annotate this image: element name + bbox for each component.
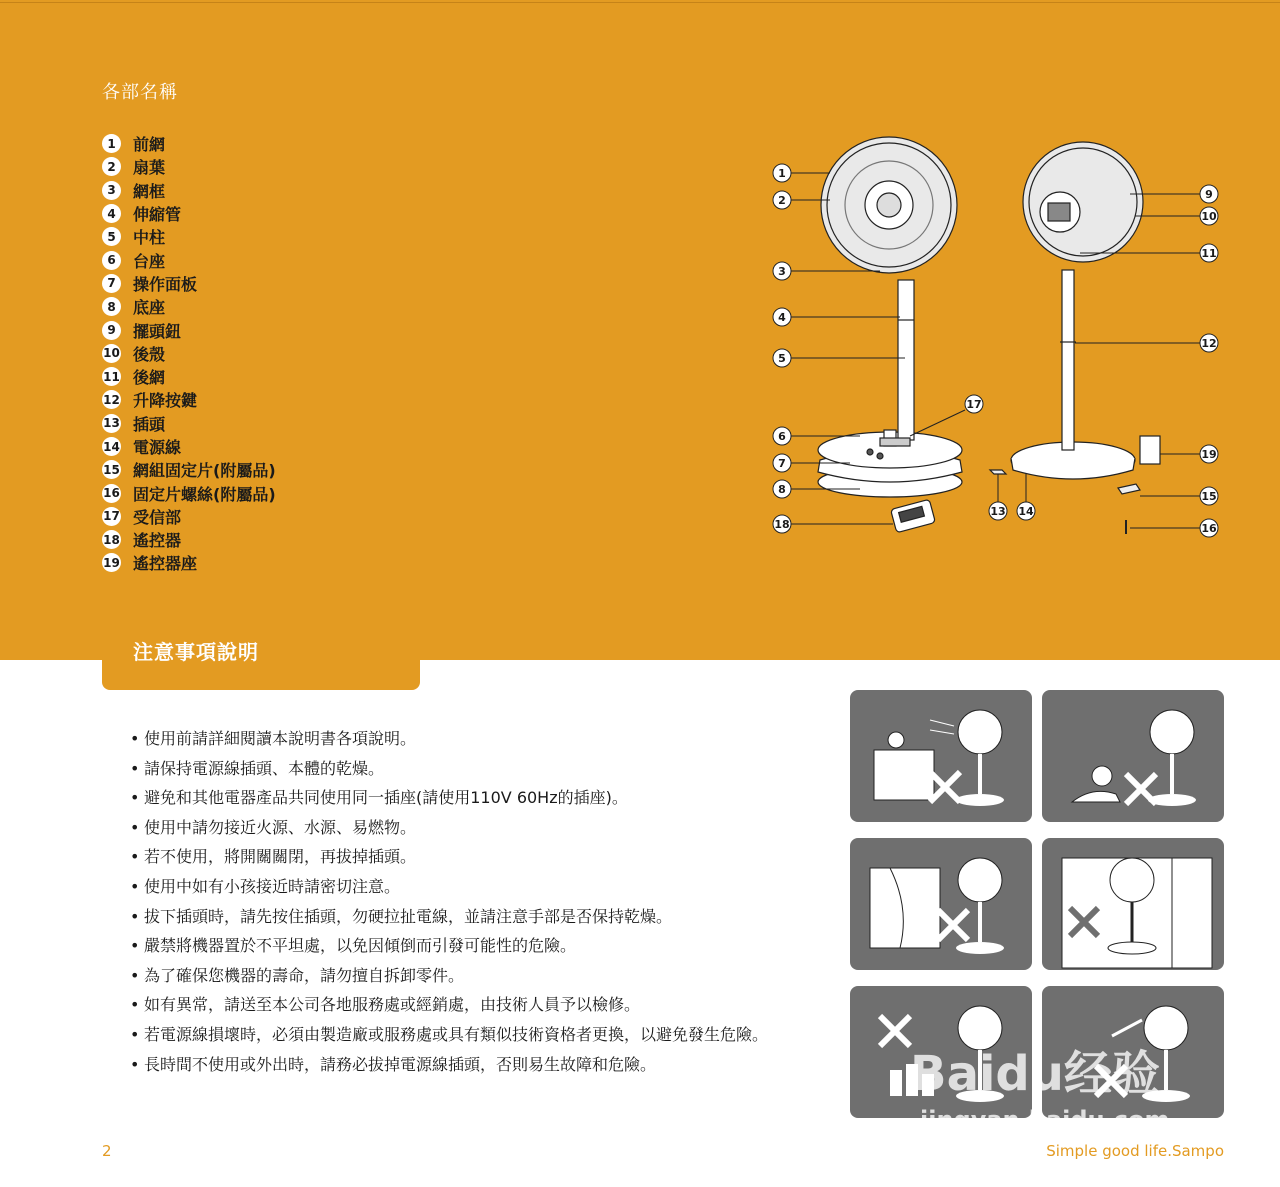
part-label: 插頭 [133,414,166,434]
callout-number: 17 [966,398,982,411]
warning-panel-wall [1042,838,1224,970]
part-number-badge: 14 [102,437,121,456]
part-item [102,179,276,202]
part-number-badge: 16 [102,484,121,503]
warning-illustrations [850,690,1226,1120]
callout-number: 16 [1201,522,1217,535]
callout-number: 13 [990,505,1006,518]
part-number-badge: 4 [102,204,121,223]
watermark-url: jingyan.baidu.com [920,1106,1170,1134]
warning-panel-heater [850,690,1032,822]
cross-mark-icon [938,910,968,940]
precaution-item: • 使用中如有小孩接近時請密切注意。 [130,872,820,902]
part-number-badge: 15 [102,460,121,479]
part-number-badge: 5 [102,227,121,246]
part-item [102,132,276,155]
part-label: 網組固定片(附屬品) [133,461,276,481]
precautions-list [130,724,820,1079]
part-label: 升降按鍵 [133,391,198,411]
part-item [102,342,276,365]
part-item [102,505,276,528]
precaution-item: • 若不使用，將開關關閉，再拔掉插頭。 [130,842,820,872]
warning-panel-disassembly [1042,986,1224,1118]
part-item [102,458,276,481]
warning-panel-child [1042,690,1224,822]
callout-number: 7 [778,457,786,470]
precaution-item: • 請保持電源線插頭、本體的乾燥。 [130,754,820,784]
part-label: 操作面板 [133,274,198,294]
part-item [102,388,276,411]
part-number-badge: 12 [102,390,121,409]
precautions-title: 注意事項說明 [133,640,259,664]
part-label: 擺頭鈕 [133,321,182,341]
part-item [102,248,276,271]
precaution-item: • 拔下插頭時，請先按住插頭，勿硬拉扯電線，並請注意手部是否保持乾燥。 [130,902,820,932]
page-number: 2 [102,1142,112,1160]
parts-list [102,132,276,575]
cross-mark-icon [1126,774,1156,804]
part-number-badge: 11 [102,367,121,386]
precaution-item: • 避免和其他電器產品共同使用同一插座(請使用110V 60Hz的插座)。 [130,783,820,813]
callout-number: 1 [778,167,786,180]
precaution-item: • 使用前請詳細閱讀本說明書各項說明。 [130,724,820,754]
part-number-badge: 3 [102,181,121,200]
part-item [102,318,276,341]
part-label: 前網 [133,135,166,155]
callout-number: 19 [1201,448,1217,461]
precaution-item: • 使用中請勿接近火源、水源、易燃物。 [130,813,820,843]
section-title: 各部名稱 [102,82,178,103]
callout-number: 2 [778,194,786,207]
part-item [102,481,276,504]
callout-number: 11 [1201,247,1217,260]
part-number-badge: 7 [102,274,121,293]
part-item [102,551,276,574]
part-number-badge: 18 [102,530,121,549]
part-label: 台座 [133,251,166,271]
part-item [102,272,276,295]
part-item [102,225,276,248]
precaution-item: • 嚴禁將機器置於不平坦處，以免因傾倒而引發可能性的危險。 [130,931,820,961]
part-number-badge: 19 [102,553,121,572]
part-number-badge: 1 [102,134,121,153]
fan-back-illustration [990,142,1160,534]
callout-number: 8 [778,483,786,496]
part-number-badge: 9 [102,321,121,340]
part-item [102,435,276,458]
part-number-badge: 2 [102,157,121,176]
part-label: 底座 [133,298,166,318]
part-label: 網框 [133,181,166,201]
part-label: 扇葉 [133,158,166,178]
part-number-badge: 8 [102,297,121,316]
top-rule [0,2,1280,3]
callout-number: 10 [1201,210,1217,223]
callout-number: 6 [778,430,786,443]
callout-number: 5 [778,352,786,365]
part-number-badge: 13 [102,414,121,433]
part-item [102,155,276,178]
part-number-badge: 17 [102,507,121,526]
part-item [102,412,276,435]
callout-number: 9 [1205,188,1213,201]
part-label: 電源線 [133,438,182,457]
part-label: 伸縮管 [133,205,182,225]
callout-number: 3 [778,265,786,278]
part-label: 固定片螺絲(附屬品) [133,484,276,504]
part-label: 受信部 [133,507,182,527]
part-item [102,528,276,551]
part-item [102,295,276,318]
callout-number: 4 [778,311,786,324]
callout-number: 12 [1201,337,1217,350]
precaution-item: • 長時間不使用或外出時，請務必拔掉電源線插頭，否則易生故障和危險。 [130,1050,820,1080]
warning-panel-curtain [850,838,1032,970]
remote-control-illustration [891,499,936,533]
precaution-item: • 如有異常，請送至本公司各地服務處或經銷處，由技術人員予以檢修。 [130,990,820,1020]
part-number-badge: 10 [102,344,121,363]
cross-mark-icon [880,1016,910,1046]
part-label: 遙控器座 [133,554,198,574]
callout-number: 18 [774,518,790,531]
part-item [102,202,276,225]
cross-mark-icon [1096,1066,1126,1096]
precaution-item: • 若電源線損壞時，必須由製造廠或服務處或具有類似技術資格者更換，以避免發生危險。 [130,1020,820,1050]
warning-panel-flammables [850,986,1032,1118]
part-label: 遙控器 [133,531,182,551]
part-item [102,365,276,388]
precaution-item: • 為了確保您機器的壽命，請勿擅自拆卸零件。 [130,961,820,991]
fan-parts-diagram [760,130,1230,550]
part-number-badge: 6 [102,251,121,270]
watermark-logo: Baidu经验 [910,1046,1160,1102]
callout-number: 15 [1201,490,1217,503]
part-label: 中柱 [133,228,166,248]
part-label: 後殼 [133,344,166,364]
callout-number: 14 [1018,505,1034,518]
footer-brand: Simple good life.Sampo [1046,1142,1224,1160]
part-label: 後網 [133,368,166,388]
